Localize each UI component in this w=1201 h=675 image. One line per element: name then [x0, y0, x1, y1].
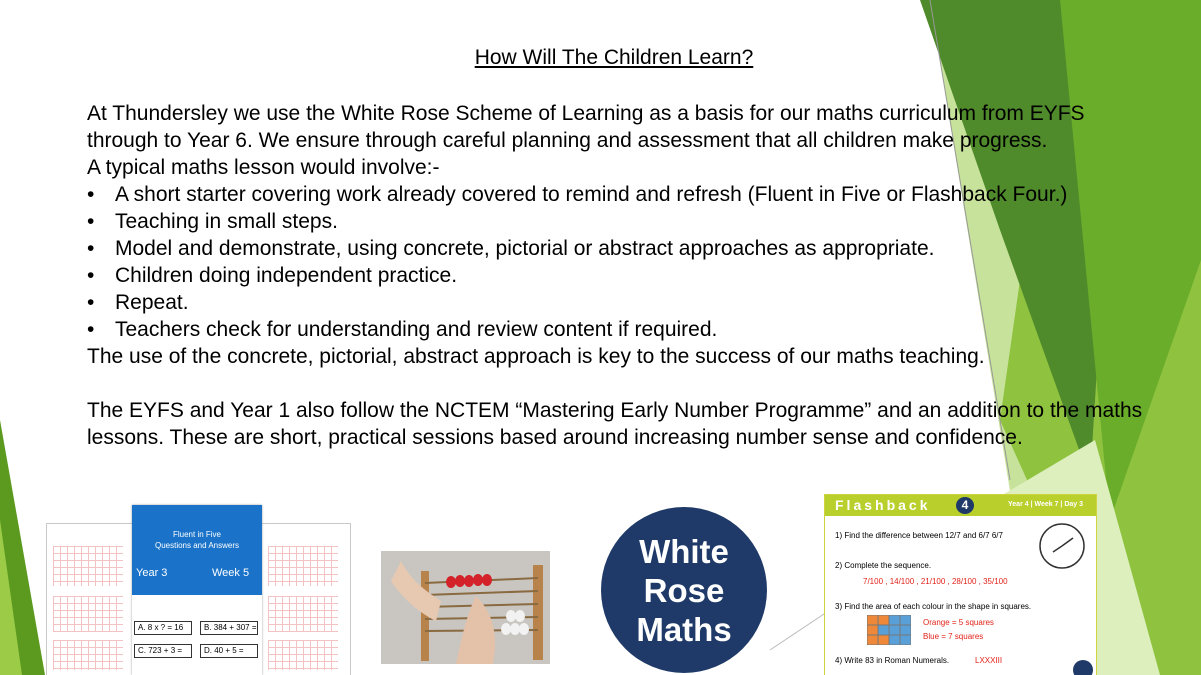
- flashback-q2: 2) Complete the sequence.: [835, 561, 932, 570]
- question-d: D. 40 + 5 =: [200, 644, 258, 658]
- list-item-text: Teaching in small steps.: [115, 210, 338, 233]
- list-item: [87, 262, 1147, 289]
- bullet: •: [87, 183, 95, 206]
- list-item: [87, 235, 1147, 262]
- logo-line-white: White: [639, 533, 729, 570]
- question-b: B. 384 + 307 =: [200, 621, 258, 635]
- area-shape: [867, 615, 911, 645]
- page-title: How Will The Children Learn?: [474, 46, 754, 69]
- worksheet-grid: [268, 546, 338, 586]
- body-text: [87, 100, 1147, 451]
- white-rose-maths-logo: [601, 507, 767, 673]
- card-week: Week 5: [212, 567, 250, 579]
- bullet: •: [87, 264, 95, 287]
- worksheet-grid: [53, 546, 123, 586]
- list-item: [87, 316, 1147, 343]
- flashback-title: Flashback: [835, 497, 931, 513]
- list-item-text: A short starter covering work already covered to remind and refresh (Fluent in Five or Flashback Four.): [115, 183, 1068, 206]
- question-c: C. 723 + 3 =: [134, 644, 192, 658]
- lesson-intro: A typical maths lesson would involve:-: [87, 156, 440, 179]
- flashback-q3-orange: Orange = 5 squares: [923, 618, 994, 627]
- flashback-q3-blue: Blue = 7 squares: [923, 632, 984, 641]
- approach-paragraph: The use of the concrete, pictorial, abstract approach is key to the success of our maths teaching.: [87, 345, 985, 368]
- fluent-in-five-card: [132, 505, 262, 675]
- logo-line-maths: Maths: [636, 611, 732, 648]
- list-item-text: Children doing independent practice.: [115, 264, 458, 287]
- flashback-q4: 4) Write 83 in Roman Numerals.: [835, 656, 950, 665]
- worksheet-grid: [53, 596, 123, 632]
- white-rose-badge-icon: [1072, 659, 1094, 675]
- worksheet-grid: [268, 640, 338, 670]
- logo-line-rose: Rose: [643, 572, 725, 609]
- list-item: [87, 208, 1147, 235]
- bullet: •: [87, 210, 95, 233]
- intro-paragraph: At Thundersley we use the White Rose Scheme of Learning as a basis for our maths curriculum from EYFS through to Year 6. We ensure through careful planning and assessment that all children make progress.: [87, 102, 1085, 152]
- bullet: •: [87, 318, 95, 341]
- list-item: [87, 289, 1147, 316]
- card-title-line1: Fluent in Five: [172, 530, 222, 539]
- card-title: [132, 529, 262, 551]
- decorative-line-2: [770, 610, 830, 650]
- flashback-four-image: [824, 494, 1097, 675]
- clock-icon: [1037, 521, 1087, 571]
- flashback-number: 4: [956, 497, 974, 514]
- flashback-q2-sequence: 7/100 , 14/100 , 21/100 , 28/100 , 35/100: [863, 577, 1008, 586]
- list-item-text: Model and demonstrate, using concrete, pictorial or abstract approaches as appropriate.: [115, 237, 935, 260]
- worksheet-grid: [53, 640, 123, 670]
- abacus-drawing: [381, 551, 550, 664]
- list-item: [87, 181, 1147, 208]
- abacus-photo: [381, 551, 550, 664]
- spacer: [87, 370, 1147, 397]
- lesson-list: [87, 181, 1147, 343]
- flashback-q3: 3) Find the area of each colour in the shape in squares.: [835, 602, 1032, 611]
- question-a: A. 8 x ? = 16: [134, 621, 192, 635]
- bullet: •: [87, 291, 95, 314]
- card-header: [132, 505, 262, 595]
- card-title-line2: Questions and Answers: [154, 541, 240, 550]
- ncetm-paragraph: The EYFS and Year 1 also follow the NCTEM “Mastering Early Number Programme” and an addition to the maths lessons. These are short, practical sessions based around increasing number sense and confidence.: [87, 399, 1143, 449]
- flashback-q4-answer: LXXXIII: [975, 656, 1003, 665]
- list-item-text: Repeat.: [115, 291, 189, 314]
- fluent-in-five-image: [46, 505, 349, 675]
- bullet: •: [87, 237, 95, 260]
- flashback-q1: 1) Find the difference between 12/7 and 6/7 6/7: [835, 531, 1003, 540]
- card-year: Year 3: [136, 567, 168, 579]
- worksheet-grid: [268, 596, 338, 632]
- list-item-text: Teachers check for understanding and review content if required.: [115, 318, 718, 341]
- flashback-week: Year 4 | Week 7 | Day 3: [1008, 501, 1084, 508]
